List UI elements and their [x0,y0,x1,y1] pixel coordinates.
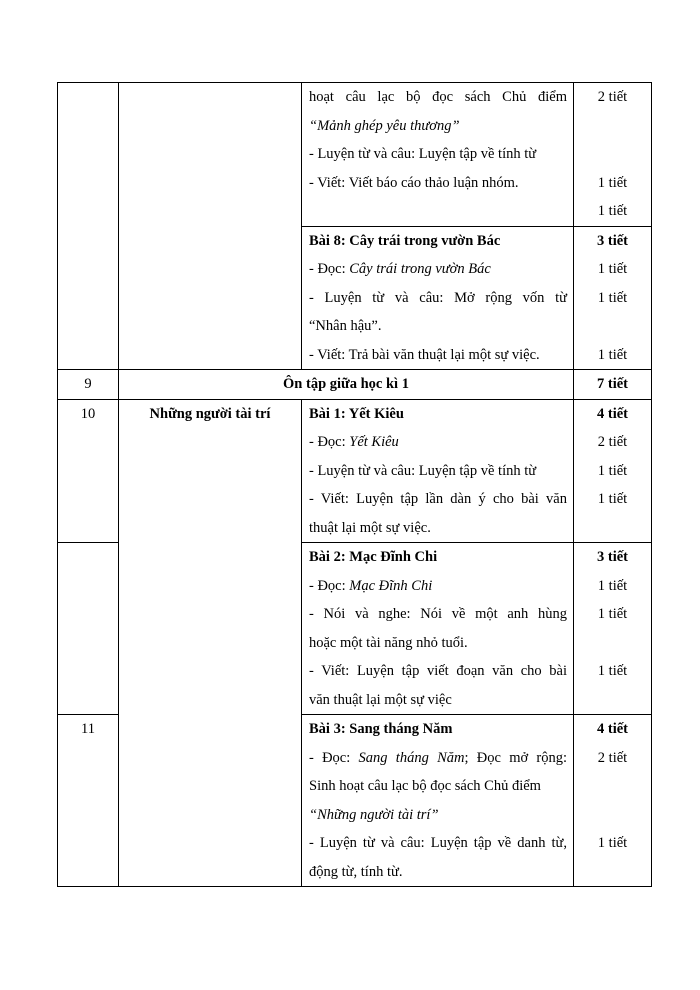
review-title: Ôn tập giữa học kì 1 [119,370,574,400]
lesson-line: - Nói và nghe: Nói về một anh hùng [309,606,567,622]
lesson-content-cell [302,226,574,370]
lesson-line: - Luyện từ và câu: Mở rộng vốn từ [309,289,567,306]
duration-cell [574,543,652,715]
table-row [58,370,652,400]
duration-value [574,772,651,801]
duration-cell [574,399,652,543]
duration-value: 1 tiết [597,346,628,363]
lesson-title: Bài 2: Mạc Đĩnh Chi [309,549,438,565]
lesson-line: động từ, tính từ. [309,863,403,880]
lesson-content-cell [302,543,574,715]
duration-value: 2 tiết [597,89,628,105]
duration-value: 1 tiết [597,462,628,479]
duration-total: 4 tiết [597,721,628,737]
lesson-line: - Đọc: Yết Kiêu [309,434,399,450]
lesson-title: Bài 1: Yết Kiêu [309,405,404,422]
duration-value: 1 tiết [597,289,628,306]
duration-value: 1 tiết [597,835,628,851]
week-number: 11 [58,715,119,887]
week-cell [58,543,119,715]
lesson-line: - Luyện từ và câu: Luyện tập về danh từ, [309,835,567,851]
duration-value [574,140,651,169]
lesson-line: - Viết: Trả bài văn thuật lại một sự việc. [309,346,540,363]
duration-value [574,801,651,830]
duration-value: 1 tiết [597,174,628,191]
lesson-line: “Nhân hậu”. [309,318,382,334]
lesson-content-cell [302,83,574,227]
theme-cell [119,399,302,887]
theme-title: Những người tài trí [149,405,271,422]
duration-value [574,514,651,543]
duration-value: 1 tiết [597,261,628,277]
duration-cell [574,83,652,227]
lesson-content-cell [302,399,574,543]
duration-value: 1 tiết [597,663,628,679]
duration-value [574,686,651,715]
duration-value: 1 tiết [597,203,628,219]
duration-total: 7 tiết [597,376,628,392]
lesson-title: Bài 3: Sang tháng Năm [309,721,453,737]
week-number: 9 [58,370,119,400]
table-row [58,83,652,227]
lesson-content-cell [302,715,574,887]
lesson-line-empty [302,197,573,226]
lesson-line: hoạt câu lạc bộ đọc sách Chủ điểm [309,89,567,105]
duration-value: 2 tiết [597,434,628,450]
duration-cell [574,715,652,887]
duration-total: 3 tiết [597,232,628,249]
lesson-line: Sinh hoạt câu lạc bộ đọc sách Chủ điểm [309,778,541,794]
lesson-title: Bài 8: Cây trái trong vườn Bác [309,232,501,249]
duration-value [574,312,651,341]
lesson-line: “Mảnh ghép yêu thương” [309,117,460,134]
lesson-line: - Viết: Luyện tập lần dàn ý cho bài văn [309,491,567,507]
lesson-line: - Đọc: Cây trái trong vườn Bác [309,261,491,277]
lesson-line: văn thuật lại một sự việc [309,691,452,708]
duration-value [574,858,651,887]
duration-value [574,629,651,658]
theme-cell [119,83,302,370]
duration-cell [574,370,652,400]
lesson-line: “Những người tài trí” [309,806,439,823]
lesson-line: - Viết: Luyện tập viết đoạn văn cho bài [309,663,567,679]
week-cell [58,83,119,370]
duration-value: 2 tiết [597,749,628,766]
duration-total: 3 tiết [597,549,628,565]
lesson-line: - Đọc: Mạc Đĩnh Chi [309,577,433,594]
week-number: 10 [58,399,119,543]
lesson-line: hoặc một tài năng nhỏ tuổi. [309,634,468,651]
duration-cell [574,226,652,370]
lesson-plan-table [57,82,652,887]
lesson-line: thuật lại một sự việc. [309,519,431,536]
duration-total: 4 tiết [597,405,628,422]
duration-value [574,112,651,141]
lesson-line: - Luyện từ và câu: Luyện tập về tính từ [309,462,537,479]
lesson-line: - Viết: Viết báo cáo thảo luận nhóm. [309,174,519,191]
duration-value: 1 tiết [597,491,628,507]
duration-value: 1 tiết [597,577,628,594]
lesson-line: - Đọc: Sang tháng Năm; Đọc mở rộng: [309,749,568,766]
lesson-line: - Luyện từ và câu: Luyện tập về tính từ [309,146,537,162]
duration-value: 1 tiết [597,606,628,622]
table-row [58,399,652,543]
